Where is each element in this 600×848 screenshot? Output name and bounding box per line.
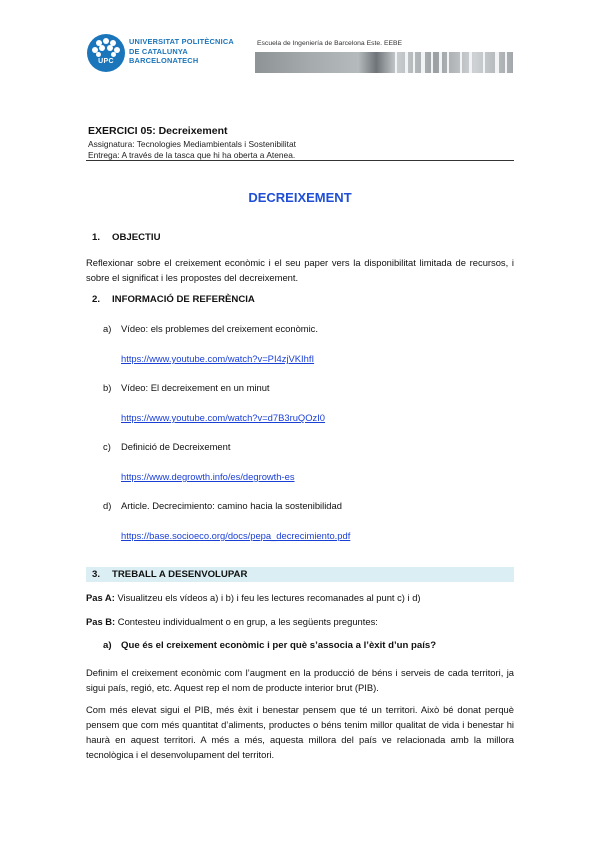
university-line-1: UNIVERSITAT POLITÈCNICA (129, 37, 234, 46)
delivery-line: Entrega: A través de la tasca que hi ha oberta a Atenea. (88, 150, 296, 160)
university-line-2: DE CATALUNYA (129, 46, 188, 56)
question-a (103, 640, 437, 651)
step-label: Pas A: (86, 592, 115, 603)
document-title: DECREIXEMENT (248, 190, 352, 205)
section-title: OBJECTIU (112, 232, 161, 243)
objective-paragraph: Reflexionar sobre el creixement econòmic i el seu paper vers la disponibilitat limitada de recursos, i sobre el significat i les propostes del decreixement. (86, 257, 514, 283)
header-banner-image (255, 52, 513, 73)
item-label: b) (103, 382, 112, 393)
step-b (86, 616, 378, 627)
step-text: Contesteu individualment o en grup, a les següents preguntes: (117, 616, 378, 627)
university-line-3: BARCELONATECH (129, 56, 199, 65)
step-text: Visualitzeu els vídeos a) i b) i feu les lectures recomanades al punt c) i d) (117, 592, 421, 603)
university-name (129, 37, 234, 66)
step-label: Pas B: (86, 616, 116, 627)
item-label: a) (103, 323, 112, 334)
reference-link-a[interactable]: https://www.youtube.com/watch?v=PI4zjVKIhfI (121, 353, 315, 364)
question-label: a) (103, 640, 112, 651)
upc-logo-icon (87, 34, 125, 72)
section-title: TREBALL A DESENVOLUPAR (112, 569, 248, 580)
item-text: Vídeo: els problemes del creixement econòmic. (121, 323, 318, 334)
reference-link-d[interactable]: https://base.socioeco.org/docs/pepa_decrecimiento.pdf (121, 530, 351, 541)
section-number: 2. (92, 294, 101, 305)
section-number: 1. (92, 232, 101, 243)
item-label: d) (103, 500, 112, 511)
question-text: Que és el creixement econòmic i per què s’associa a l’èxit d’un país? (121, 640, 437, 651)
section-title: INFORMACIÓ DE REFERÈNCIA (112, 294, 255, 305)
logo-text: UPC (98, 58, 114, 65)
step-a (86, 592, 421, 603)
item-text: Definició de Decreixement (121, 441, 231, 452)
item-text: Article. Decrecimiento: camino hacia la sostenibilidad (121, 500, 342, 511)
header-divider (86, 160, 514, 161)
item-text: Vídeo: El decreixement en un minut (121, 382, 270, 393)
school-name: Escuela de Ingeniería de Barcelona Este. EEBE (257, 40, 403, 47)
reference-link-c[interactable]: https://www.degrowth.info/es/degrowth-es (121, 471, 295, 482)
item-label: c) (103, 441, 111, 452)
exercise-title: EXERCICI 05: Decreixement (88, 125, 228, 137)
subject-line: Assignatura: Tecnologies Mediambientals i Sostenibilitat (88, 139, 296, 149)
section-number: 3. (92, 569, 101, 580)
reference-link-b[interactable]: https://www.youtube.com/watch?v=d7B3ruQOzI0 (121, 412, 326, 423)
answer-paragraph-2: Com més elevat sigui el PIB, més èxit i benestar pensem que té un territori. Això bé donat perquè pensem que com més quantitat d’aliments, productes o béns tenim millor qualitat de vida i benestar hi haurà en aquest territori. A més a més, aquesta millora del país ve relacionada amb la millora tecnològica i el desenvolupament del territori. (86, 704, 514, 760)
answer-paragraph-1: Definim el creixement econòmic com l’augment en la producció de béns i serveis de cada territori, ja sigui país, regió, etc. Aquest rep el nom de producte interior brut (PIB). (86, 667, 514, 693)
